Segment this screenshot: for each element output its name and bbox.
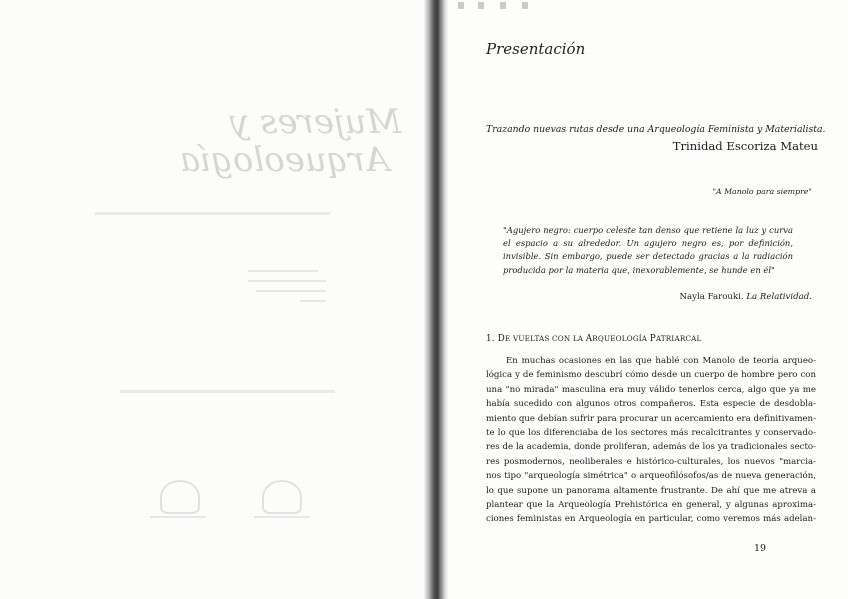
ghost-title-line-2: Arqueología xyxy=(180,140,390,180)
body-line: te lo que los diferenciaba de los sectores más recalcitrantes y conservado- xyxy=(486,427,816,438)
body-line: lo que supone un panorama altamente frustrante. De ahí que me atreva a xyxy=(486,485,816,496)
body-text xyxy=(486,354,816,527)
ghost-text-bar xyxy=(248,270,318,272)
heading-cap: P xyxy=(649,334,656,344)
ghost-logo-caption xyxy=(254,516,310,518)
ghost-logo-icon xyxy=(262,480,302,514)
body-line: había sucedido con algunos otros compañeros. Esta especie de desdobla- xyxy=(486,399,816,410)
ghost-bottom-bar xyxy=(120,390,335,393)
ghost-logo-icon xyxy=(160,480,200,514)
heading-text: E VUELTAS CON LA xyxy=(505,334,586,343)
dedication: "A Manolo para siempre" xyxy=(712,187,812,196)
epigraph-attribution xyxy=(486,292,812,302)
ghost-text-bar xyxy=(300,300,326,302)
section-title: Presentación xyxy=(486,40,586,58)
heading-text: RQUEOLOGÍA xyxy=(592,334,650,343)
ghost-subtitle-bar xyxy=(95,212,330,215)
body-line: res posmodernos, neoliberales e histórico-culturales, los nuevos "marcia- xyxy=(486,456,816,467)
body-line: res de la academia, donde proliferan, además de los ya tradicionales secto- xyxy=(486,442,816,453)
body-line: En muchas ocasiones en las que hablé con Manolo de teoría arqueo- xyxy=(506,356,816,366)
epigraph-quote: "Agujero negro: cuerpo celeste tan denso que retiene la luz y curva el espacio a su alrededor. Un agujero negro es, por definición, invisible. Sin embargo, puede ser detectado gracias a la radiación producida por la materia que, inexorablemente, se hunde en él" xyxy=(503,225,793,275)
ghost-text-bar xyxy=(256,290,326,292)
body-line: ciones feministas en Arqueología en particular, como veremos más adelan- xyxy=(486,514,816,525)
ghost-title-line-1: Mujeres y xyxy=(230,102,402,142)
section-heading xyxy=(486,334,702,344)
epigraph-work: La Relatividad. xyxy=(746,292,812,302)
body-line: nos tipo "arqueología simétrica" o arqueofilósofos/as de nueva generación, xyxy=(486,471,816,482)
heading-number: 1. D xyxy=(486,334,506,344)
heading-cap: A xyxy=(585,334,593,344)
epigraph-author: Nayla Farouki. xyxy=(679,292,744,302)
body-line: plantear que la Arqueología Prehistórica en general, y algunas aproxima- xyxy=(486,499,816,510)
heading-text: ATRIARCAL xyxy=(655,334,702,343)
ghost-logo-caption xyxy=(150,516,206,518)
body-line: una "no mirada" masculina era muy válido tenerlos cerca, algo que ya me xyxy=(486,384,816,395)
ghost-text-bar xyxy=(248,280,326,282)
right-page xyxy=(448,0,848,599)
book-gutter xyxy=(424,0,448,599)
body-line: lógica y de feminismo descubrí cómo desde un cuerpo de hombre pero con xyxy=(486,370,816,381)
body-line: miento que debían sufrir para procurar un acercamiento era definitivamen- xyxy=(486,413,816,424)
chapter-subtitle: Trazando nuevas rutas desde una Arqueología Feminista y Materialista. xyxy=(486,124,826,135)
page-number: 19 xyxy=(754,543,767,554)
author-name: Trinidad Escoriza Mateu xyxy=(672,139,818,153)
